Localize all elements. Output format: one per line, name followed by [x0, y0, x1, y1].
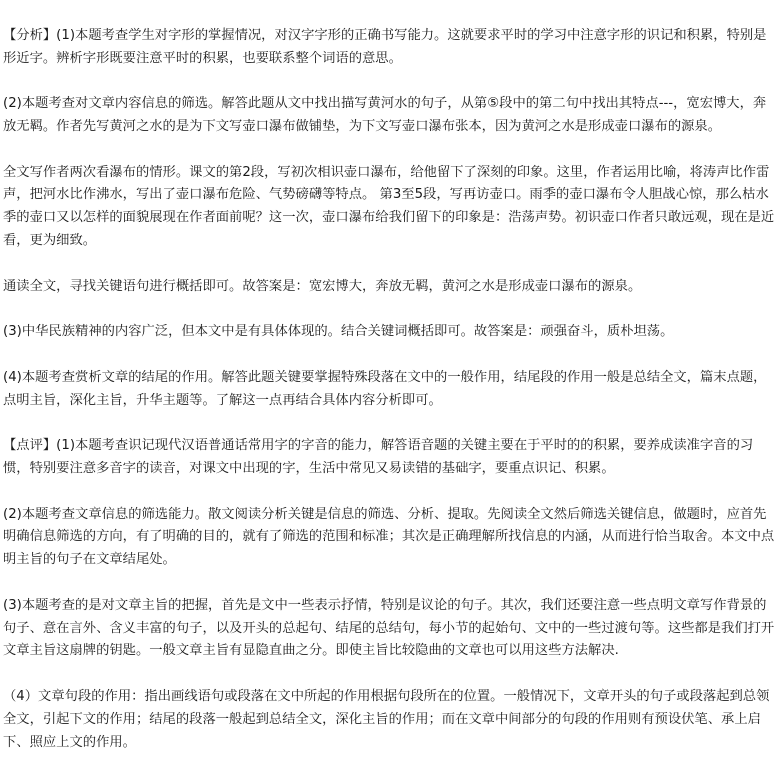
analysis-part1: 【分析】(1)本题考查学生对字形的掌握情况，对汉字字形的正确书写能力。这就要求平时的学习中注意字形的识记和积累，特别是形近字。辨析字形既要注意平时的积累，也要联系整个词语的意思。: [3, 27, 767, 66]
analysis-part2: (2)本题考查对文章内容信息的筛选。解答此题从文中找出描写黄河水的句子，从第⑤段中的第二句中找出其特点---，宽宏博大，奔放无羁。作者先写黄河之水的是为下文写壶口瀑布做铺垫，为下文写壶口瀑布张本，因为黄河之水是形成壶口瀑布的源泉。: [3, 96, 767, 134]
comment-part1: 【点评】(1)本题考查识记现代汉语普通话常用字的字音的能力，解答语音题的关键主要在于平时的的积累，要养成读准字音的习惯，特别要注意多音字的读音，对课文中出现的字，生活中常见又易读错的基础字，要重点识记、积累。: [3, 438, 754, 476]
analysis-structure: 全文写作者两次看瀑布的情形。课文的第2段，写初次相识壶口瀑布，给他留下了深刻的印象。这里，作者运用比喻，将涛声比作雷声，把河水比作沸水，写出了壶口瀑布危险、气势磅礴等特点。 第3至5段，写再访壶口。雨季的壶口瀑布令人胆战心惊，那么枯水季的壶口又以怎样的面貌展现在作者面前呢？这一次，壶口瀑布给我们留下的印象是：浩荡声势。初识壶口作者只敢远观，现在是近看，更为细致。: [3, 164, 775, 248]
comment-part3: (3)本题考查的是对文章主旨的把握，首先是文中一些表示抒情，特别是议论的句子。其次，我们还要注意一些点明文章写作背景的句子、意在言外、含义丰富的句子，以及开头的总起句、结尾的总结句，每小节的起始句、文中的一些过渡句等。这些都是我们打开文章主旨这扇牌的钥匙。一般文章主旨有显隐直曲之分。即使主旨比较隐曲的文章也可以用这些方法解决.: [3, 597, 775, 659]
comment-part2: (2)本题考查文章信息的筛选能力。散文阅读分析关键是信息的筛选、分析、提取。先阅读全文然后筛选关键信息，做题时，应首先明确信息筛选的方向，有了明确的目的，就有了筛选的范围和标准；其次是正确理解所找信息的内涵，从而进行恰当取舍。本文中点明主旨的句子在文章结尾处。: [3, 506, 775, 568]
analysis-part4: (4)本题考查赏析文章的结尾的作用。解答此题关键要掌握特殊段落在文中的一般作用，结尾段的作用一般是总结全文，篇末点题，点明主旨，深化主旨，升华主题等。了解这一点再结合具体内容分析即可。: [3, 369, 767, 408]
analysis-part3: (3)中华民族精神的内容广泛，但本文中是有具体体现的。结合关键词概括即可。故答案是：顽强奋斗，质朴坦荡。: [3, 324, 674, 340]
analysis-answer2: 通读全文，寻找关键语句进行概括即可。故答案是：宽宏博大，奔放无羁，黄河之水是形成壶口瀑布的源泉。: [3, 278, 642, 294]
comment-part4: （4）文章句段的作用：指出画线语句或段落在文中所起的作用根据句段所在的位置。一般情况下，文章开头的句子或段落起到总领全文，引起下文的作用；结尾的段落一般起到总结全文，深化主旨的作用；而在文章中间部分的句段的作用则有预设伏笔、承上启下、照应上文的作用。: [3, 688, 770, 750]
